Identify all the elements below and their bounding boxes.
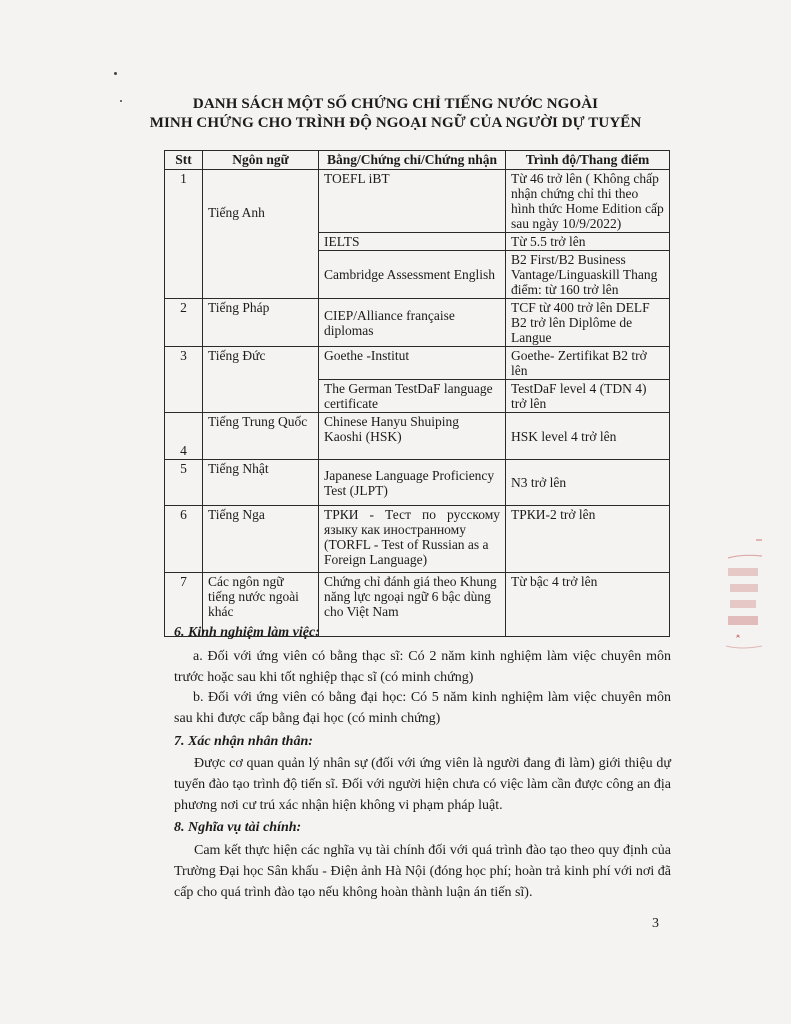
header-stt: Stt bbox=[165, 151, 203, 170]
russian-test-name: ТРКИ - Тест по русскому языку как иностранному bbox=[324, 507, 500, 537]
cell-certificate: Chứng chỉ đánh giá theo Khung năng lực ngoại ngữ 6 bậc dùng cho Việt Nam bbox=[319, 573, 506, 637]
table-row bbox=[165, 460, 670, 506]
cell-level: TCF từ 400 trở lên DELF B2 trở lên Diplôme de Langue bbox=[506, 299, 670, 347]
cell-stt: 6 bbox=[165, 506, 203, 573]
cell-stt: 2 bbox=[165, 299, 203, 347]
table-row bbox=[165, 506, 670, 573]
official-stamp-fragment bbox=[722, 538, 762, 650]
cell-level: Từ 5.5 trở lên bbox=[506, 233, 670, 251]
table-row bbox=[165, 299, 670, 347]
cell-stt: 5 bbox=[165, 460, 203, 506]
certificate-table bbox=[164, 150, 670, 637]
cell-language: Tiếng Đức bbox=[203, 347, 319, 413]
cell-stt: 7 bbox=[165, 573, 203, 637]
cell-certificate bbox=[319, 506, 506, 573]
cell-certificate: CIEP/Alliance française diplomas bbox=[319, 299, 506, 347]
table-header-row bbox=[165, 151, 670, 170]
cell-language: Các ngôn ngữ tiếng nước ngoài khác bbox=[203, 573, 319, 637]
cell-stt: 3 bbox=[165, 347, 203, 413]
section-7-text: Được cơ quan quản lý nhân sự (đối với ứng viên là người đang đi làm) giới thiệu dự tuyển đào tạo trình độ tiến sĩ. Đối với người hiện chưa có việc làm cần được công an địa phương nơi cư trú xác nhận hiện không vi phạm pháp luật. bbox=[174, 756, 671, 813]
cell-level: TestDaF level 4 (TDN 4) trở lên bbox=[506, 380, 670, 413]
cell-level: Goethe- Zertifikat B2 trở lên bbox=[506, 347, 670, 380]
section-8-text: Cam kết thực hiện các nghĩa vụ tài chính đối với quá trình đào tạo theo quy định của Trường Đại học Sân khấu - Điện ảnh Hà Nội (đóng học phí; hoàn trả kinh phí với nơi đã cấp cho quá trình đào tạo nếu không hoàn thành luận án tiến sĩ). bbox=[174, 843, 671, 900]
cell-language: Tiếng Nga bbox=[203, 506, 319, 573]
cell-certificate: Goethe -Institut bbox=[319, 347, 506, 380]
cell-language: Tiếng Anh bbox=[203, 170, 319, 299]
table-row bbox=[165, 347, 670, 380]
section-6-heading: 6. Kinh nghiệm làm việc: bbox=[174, 625, 320, 640]
russian-test-english: (TORFL - Test of Russian as a Foreign Language) bbox=[324, 537, 489, 567]
cell-language: Tiếng Pháp bbox=[203, 299, 319, 347]
cell-language: Tiếng Trung Quốc bbox=[203, 413, 319, 460]
cell-level: ТРКИ-2 trở lên bbox=[506, 506, 670, 573]
cell-stt: 1 bbox=[165, 170, 203, 299]
header-language: Ngôn ngữ bbox=[203, 151, 319, 170]
page-number: 3 bbox=[652, 916, 659, 931]
section-6-item-a: a. Đối với ứng viên có bằng thạc sĩ: Có 2 năm kinh nghiệm làm việc chuyên môn trước hoặc sau khi tốt nghiệp thạc sĩ (có minh chứng) bbox=[174, 649, 671, 685]
cell-level: Từ 46 trở lên ( Không chấp nhận chứng chỉ thi theo hình thức Home Edition cấp sau ngày 10/9/2022) bbox=[506, 170, 670, 233]
cell-certificate: Chinese Hanyu Shuiping Kaoshi (HSK) bbox=[319, 413, 506, 460]
header-level: Trình độ/Thang điểm bbox=[506, 151, 670, 170]
section-7-heading: 7. Xác nhận nhân thân: bbox=[174, 734, 313, 749]
cell-level: Từ bậc 4 trở lên bbox=[506, 573, 670, 637]
cell-certificate: TOEFL iBT bbox=[319, 170, 506, 233]
cell-certificate: IELTS bbox=[319, 233, 506, 251]
cell-stt: 4 bbox=[165, 413, 203, 460]
cell-certificate: Cambridge Assessment English bbox=[319, 251, 506, 299]
cell-certificate: Japanese Language Proficiency Test (JLPT) bbox=[319, 460, 506, 506]
scan-speck bbox=[114, 72, 117, 75]
section-6-item-b: b. Đối với ứng viên có bằng đại học: Có 5 năm kinh nghiệm làm việc chuyên môn sau khi được cấp bằng đại học (có minh chứng) bbox=[174, 690, 671, 726]
page-title: DANH SÁCH MỘT SỐ CHỨNG CHỈ TIẾNG NƯỚC NGOÀI bbox=[192, 96, 599, 112]
cell-language: Tiếng Nhật bbox=[203, 460, 319, 506]
page-subtitle: MINH CHỨNG CHO TRÌNH ĐỘ NGOẠI NGỮ CỦA NGƯỜI DỰ TUYỂN bbox=[149, 115, 642, 131]
cell-level: HSK level 4 trở lên bbox=[506, 413, 670, 460]
section-8-heading: 8. Nghĩa vụ tài chính: bbox=[174, 820, 302, 835]
cell-level: B2 First/B2 Business Vantage/Linguaskill Thang điểm: từ 160 trở lên bbox=[506, 251, 670, 299]
table-row bbox=[165, 170, 670, 233]
cell-certificate: The German TestDaF language certificate bbox=[319, 380, 506, 413]
cell-level: N3 trở lên bbox=[506, 460, 670, 506]
header-certificate: Bằng/Chứng chỉ/Chứng nhận bbox=[319, 151, 506, 170]
table-row bbox=[165, 413, 670, 460]
